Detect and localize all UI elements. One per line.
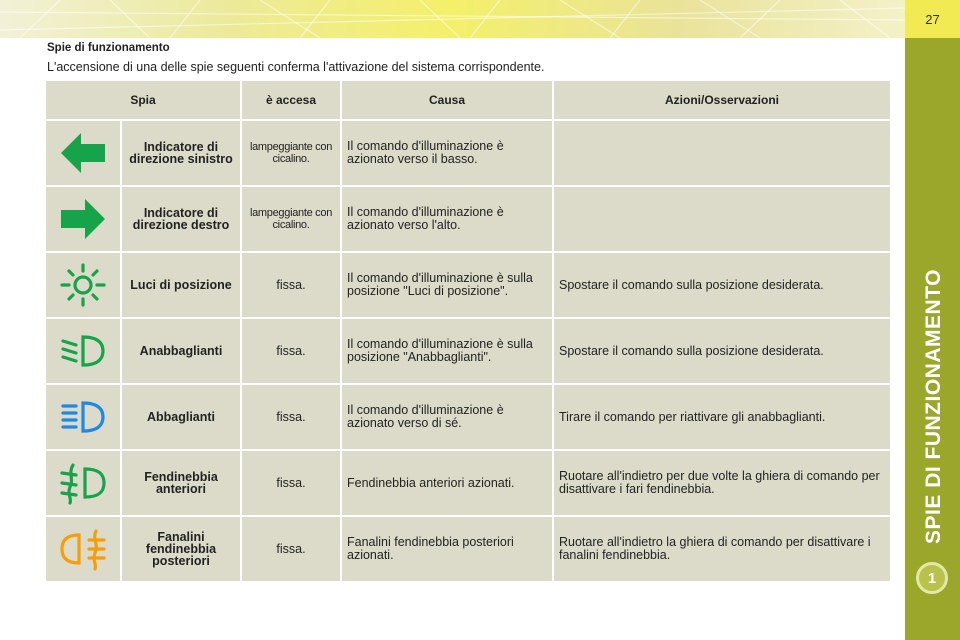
rear-fog-icon (46, 517, 120, 581)
indicator-state: fissa. (242, 517, 340, 581)
header-accesa: è accesa (242, 81, 340, 119)
header-spia: Spia (46, 81, 240, 119)
indicator-name: Indicatore di direzione sinistro (122, 121, 240, 185)
indicator-action: Spostare il comando sulla posizione desiderata. (554, 253, 890, 317)
indicator-state: fissa. (242, 385, 340, 449)
table-row (46, 253, 890, 317)
table-row (46, 385, 890, 449)
indicator-name: Abbaglianti (122, 385, 240, 449)
indicator-state: lampeggiante con cicalino. (242, 187, 340, 251)
low-beam-icon (46, 319, 120, 383)
indicator-cause: Fanalini fendinebbia posteriori azionati. (342, 517, 552, 581)
indicator-action: Ruotare all'indietro la ghiera di comando per disattivare i fanalini fendinebbia. (554, 517, 890, 581)
section-title-vertical: SPIE DI FUNZIONAMENTO (922, 269, 945, 544)
table-row (46, 451, 890, 515)
indicator-cause: Fendinebbia anteriori azionati. (342, 451, 552, 515)
table-header-row (46, 81, 890, 119)
indicator-state: fissa. (242, 451, 340, 515)
header-causa: Causa (342, 81, 552, 119)
indicator-name: Luci di posizione (122, 253, 240, 317)
indicator-action (554, 121, 890, 185)
table-row (46, 517, 890, 581)
indicator-name: Fendinebbia anteriori (122, 451, 240, 515)
indicator-cause: Il comando d'illuminazione è azionato verso di sé. (342, 385, 552, 449)
high-beam-icon (46, 385, 120, 449)
page-number: 27 (905, 0, 960, 38)
content-heading: Spie di funzionamento (47, 42, 170, 54)
header-azioni: Azioni/Osservazioni (554, 81, 890, 119)
indicator-action: Ruotare all'indietro per due volte la ghiera di comando per disattivare i fari fendinebbia. (554, 451, 890, 515)
table-row (46, 319, 890, 383)
table-row (46, 121, 890, 185)
header-banner (0, 0, 905, 38)
indicator-name: Indicatore di direzione destro (122, 187, 240, 251)
indicator-cause: Il comando d'illuminazione è azionato verso il basso. (342, 121, 552, 185)
intro-text: L'accensione di una delle spie seguenti conferma l'attivazione del sistema corrispondente. (47, 60, 545, 74)
indicator-action: Tirare il comando per riattivare gli anabbaglianti. (554, 385, 890, 449)
indicator-name: Fanalini fendinebbia posteriori (122, 517, 240, 581)
indicator-action (554, 187, 890, 251)
table-row (46, 187, 890, 251)
arrow-left-icon (46, 121, 120, 185)
indicator-name: Anabbaglianti (122, 319, 240, 383)
indicator-action: Spostare il comando sulla posizione desiderata. (554, 319, 890, 383)
chapter-badge: 1 (916, 562, 948, 594)
indicator-state: fissa. (242, 253, 340, 317)
banner-decoration (0, 0, 905, 38)
indicator-cause: Il comando d'illuminazione è sulla posizione "Luci di posizione". (342, 253, 552, 317)
indicator-cause: Il comando d'illuminazione è azionato verso l'alto. (342, 187, 552, 251)
indicator-state: fissa. (242, 319, 340, 383)
indicator-table (44, 79, 892, 583)
indicator-cause: Il comando d'illuminazione è sulla posizione "Anabbaglianti". (342, 319, 552, 383)
arrow-right-icon (46, 187, 120, 251)
position-lights-icon (46, 253, 120, 317)
indicator-state: lampeggiante con cicalino. (242, 121, 340, 185)
front-fog-icon (46, 451, 120, 515)
